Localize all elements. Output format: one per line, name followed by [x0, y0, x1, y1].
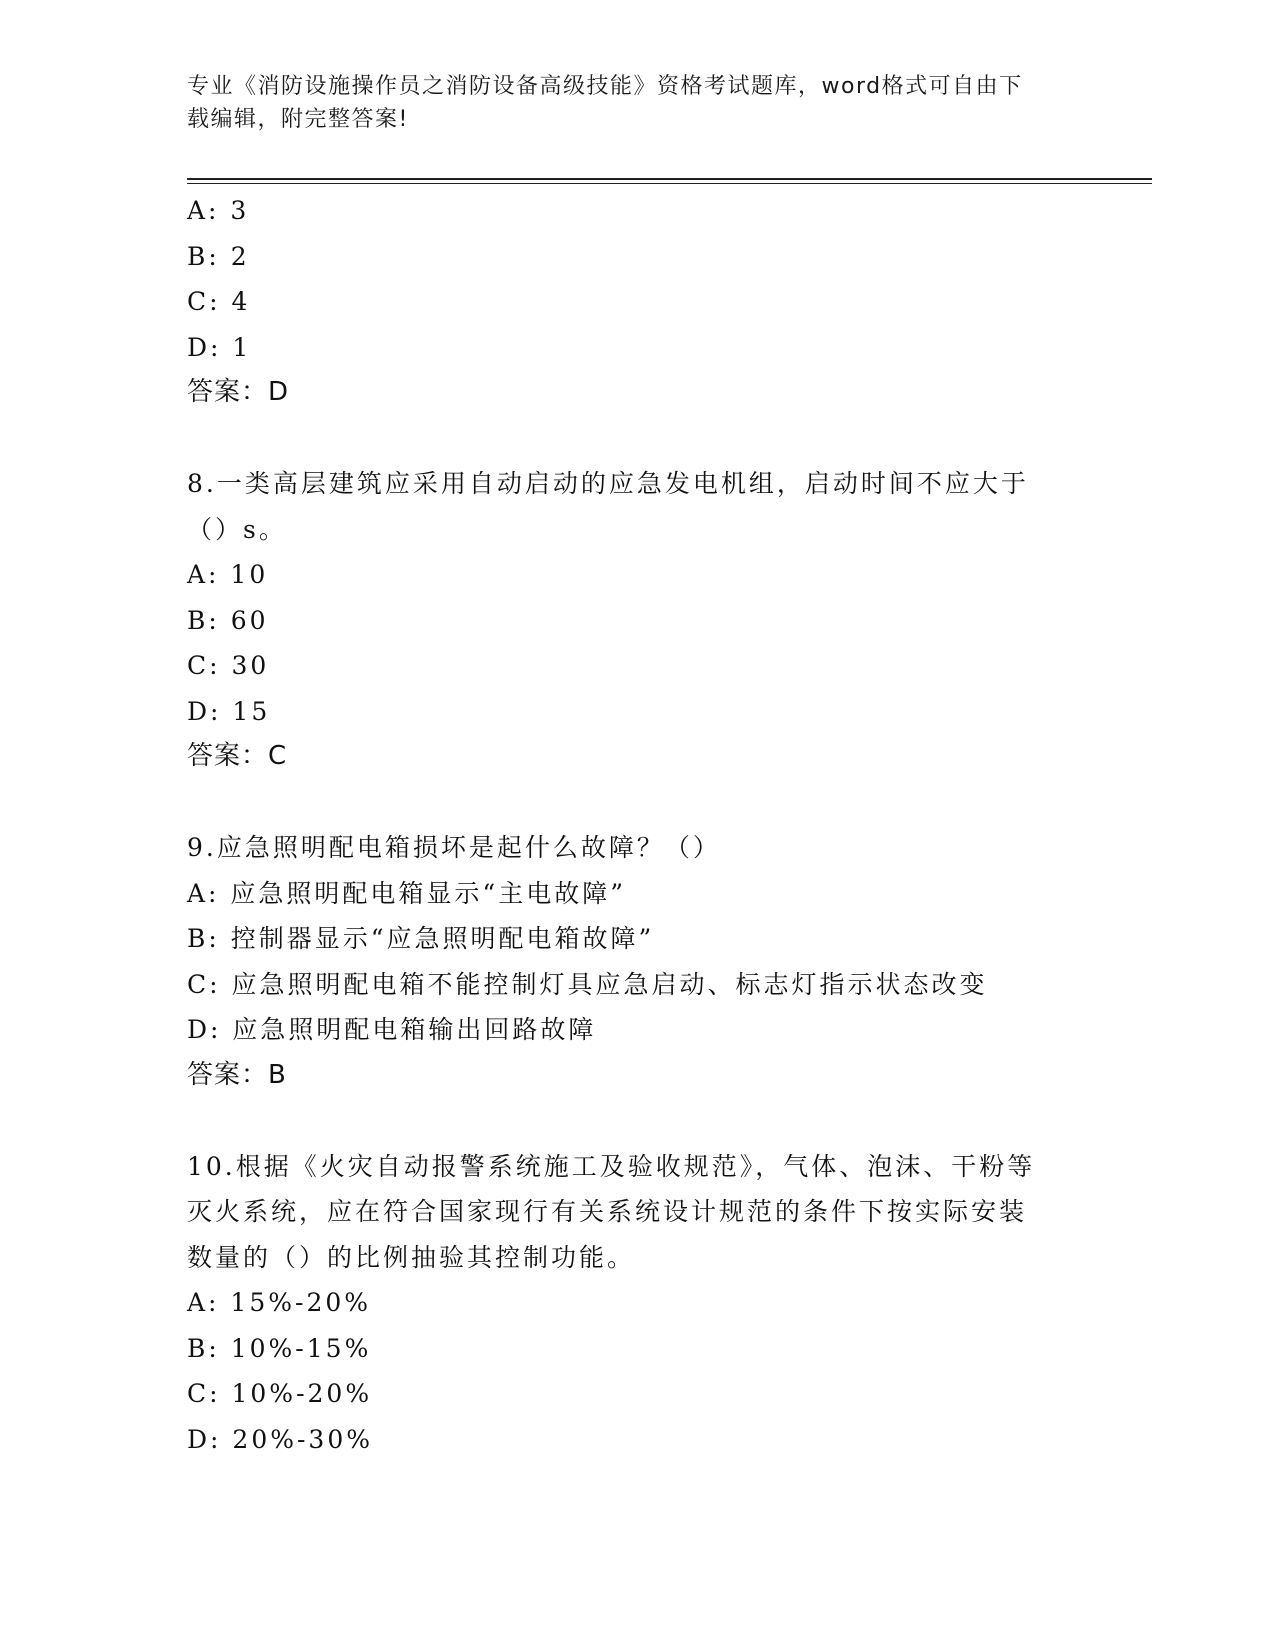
spacer: [187, 780, 1087, 826]
header-divider-thin: [187, 183, 1152, 184]
header-line-2: 载编辑，附完整答案!: [187, 107, 409, 132]
option-b: B: 10%-15%: [187, 1333, 372, 1363]
option-c: C: 10%-20%: [187, 1379, 373, 1408]
option-a: A: 10: [187, 560, 269, 589]
question-8: [187, 461, 1087, 780]
option-d: D: 应急照明配电箱输出回路故障: [187, 1015, 597, 1044]
option-d: D: 1: [187, 332, 252, 362]
option-d: D: 15: [187, 696, 271, 726]
option-a: A: 3: [187, 196, 250, 225]
question-stem-cont: 灭火系统，应在符合国家现行有关系统设计规范的条件下按实际安装: [187, 1197, 1028, 1226]
question-7: [187, 188, 1087, 416]
question-10: [187, 1144, 1087, 1463]
question-stem-cont: 数量的（）的比例抽验其控制功能。: [187, 1242, 636, 1272]
option-b: B: 2: [187, 241, 250, 271]
answer-line: 答案：D: [187, 377, 290, 407]
option-b: B: 控制器显示“应急照明配电箱故障”: [187, 924, 655, 953]
question-stem: 8.一类高层建筑应采用自动启动的应急发电机组，启动时间不应大于: [187, 469, 1029, 498]
answer-line: 答案：B: [187, 1059, 287, 1090]
option-a: A: 应急照明配电箱显示“主电故障”: [187, 878, 626, 908]
document-header: [187, 70, 1067, 136]
spacer: [187, 416, 1087, 462]
question-stem: 9.应急照明配电箱损坏是起什么故障？（）: [187, 833, 721, 862]
question-list: [187, 188, 1087, 1462]
option-c: C: 30: [187, 651, 270, 680]
header-divider-thick: [187, 178, 1152, 180]
header-line-1: 专业《消防设施操作员之消防设备高级技能》资格考试题库，word格式可自由下: [187, 74, 1023, 99]
option-d: D: 20%-30%: [187, 1424, 373, 1454]
option-c: C: 4: [187, 287, 251, 316]
option-a: A: 15%-20%: [187, 1288, 372, 1317]
question-stem: 10.根据《火灾自动报警系统施工及验收规范》，气体、泡沫、干粉等: [187, 1151, 1036, 1181]
question-9: [187, 825, 1087, 1098]
question-stem-cont: （）s。: [187, 514, 287, 544]
spacer: [187, 1098, 1087, 1144]
option-c: C: 应急照明配电箱不能控制灯具应急启动、标志灯指示状态改变: [187, 969, 988, 999]
answer-line: 答案：C: [187, 741, 288, 771]
option-b: B: 60: [187, 605, 269, 635]
